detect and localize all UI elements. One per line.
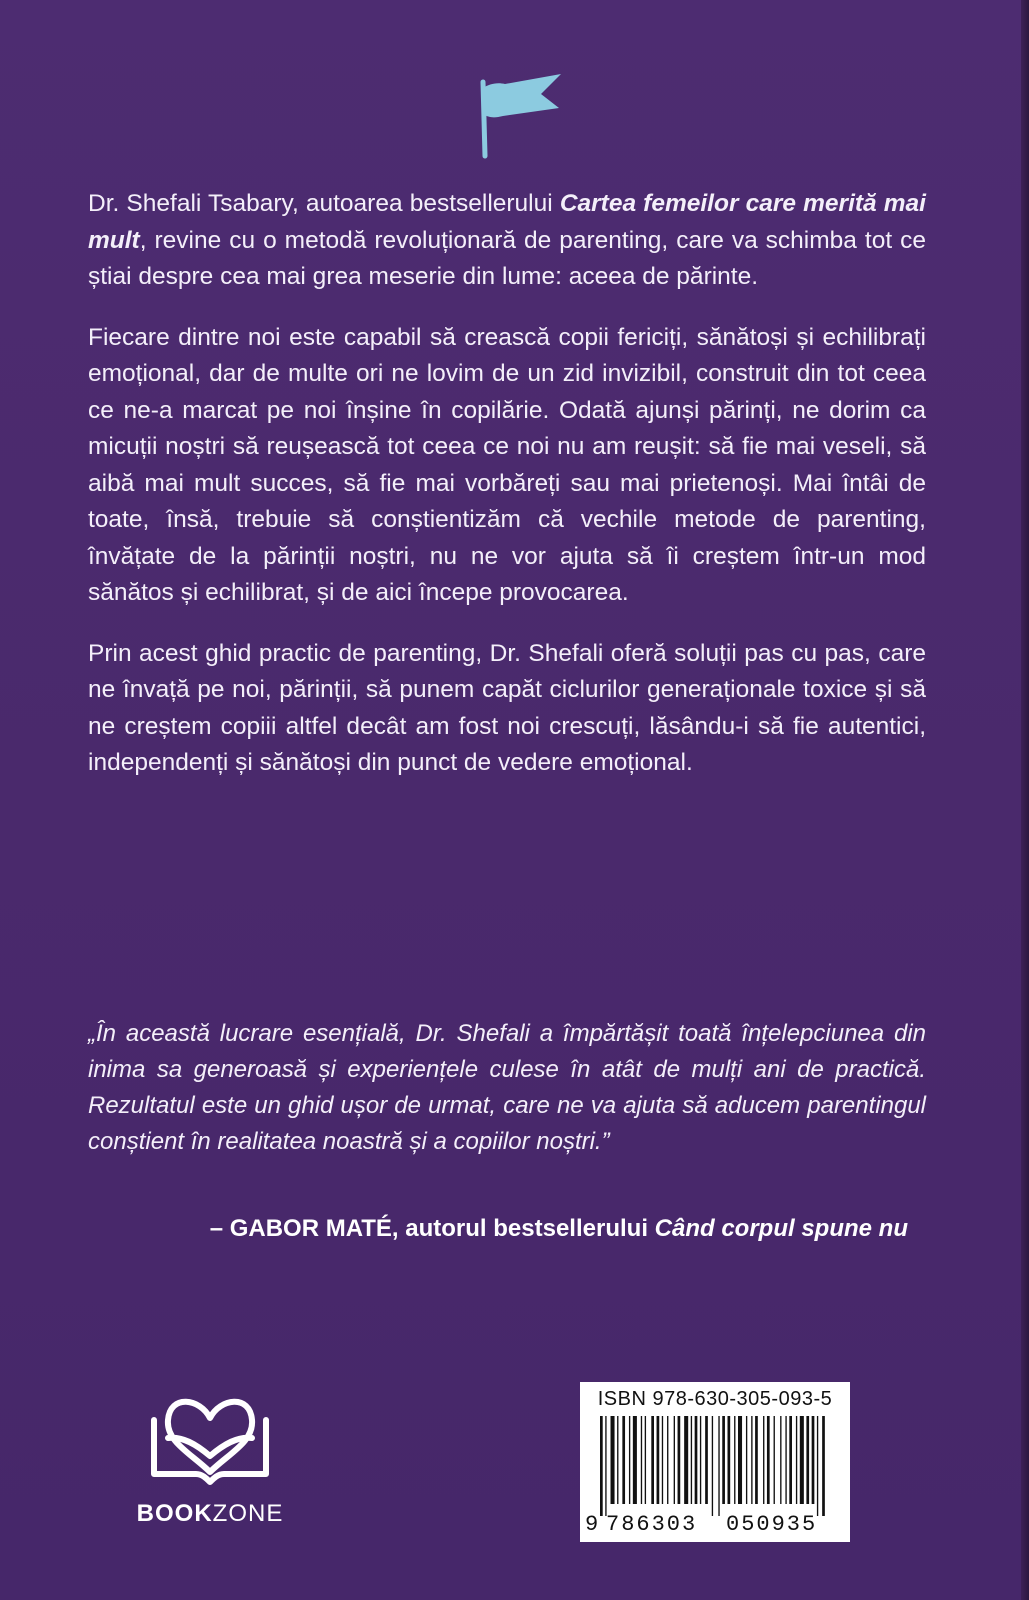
barcode-bar: [734, 1416, 735, 1504]
barcode-bar: [774, 1416, 775, 1504]
barcode-digits-left: 786303: [606, 1512, 698, 1537]
barcode-bar: [705, 1416, 708, 1504]
barcode-bar: [684, 1416, 688, 1504]
testimonial-quote: „În această lucrare esențială, Dr. Shefali a împărtășit toată înțelepciunea din inima sa generoasă și experiențele culese în atât de mulți ani de practică. Rezultatul este un ghid ușor de urmat, care ne va ajuta să aducem parentingul conștient în realitatea noastră și a copiilor noștri.”: [88, 1020, 926, 1155]
barcode-bar: [728, 1416, 731, 1504]
barcode-bar: [617, 1416, 618, 1504]
barcode-digits-right: 050935: [726, 1512, 818, 1537]
barcode-bar: [746, 1416, 747, 1504]
barcode-bar: [678, 1416, 681, 1504]
cover-edge: [1021, 0, 1029, 1600]
book-title-reference: Cartea femeilor care merită mai mult: [88, 190, 926, 254]
barcode-bar: [651, 1416, 654, 1504]
barcode-bar: [674, 1416, 675, 1504]
barcode-bar: [755, 1416, 758, 1504]
barcode-bar: [691, 1416, 692, 1504]
barcode-bar: [817, 1416, 818, 1516]
barcode-bar: [629, 1416, 630, 1504]
description: [88, 186, 926, 806]
barcode-bar: [712, 1416, 713, 1516]
barcode-panel: [580, 1382, 850, 1542]
barcode-bar: [763, 1416, 764, 1504]
paragraph-1-rest: , revine cu o metodă revoluționară de parenting, care va schimba tot ce știai despre cea mai grea meserie din lume: aceea de părinte.: [88, 226, 926, 290]
paragraph-1: [88, 186, 926, 296]
barcode-bar: [600, 1416, 603, 1516]
barcode-bar: [645, 1416, 646, 1504]
publisher-name-bold: BOOK: [136, 1500, 213, 1527]
paragraph-3: Prin acest ghid practic de parenting, Dr. Shefali oferă soluții pas cu pas, care ne învață pe noi, părinții, să punem capăt ciclurilor generaționale toxice și să ne creștem copiii altfel decât am fost noi crescuți, lăsându-i să fie autentici, independenți și sănătoși din punct de vedere emoțional.: [88, 639, 926, 776]
barcode-bar: [800, 1416, 804, 1504]
barcode-bar: [657, 1416, 660, 1504]
barcode-bar: [751, 1416, 752, 1504]
barcode-bar: [718, 1416, 719, 1516]
barcode-bar: [605, 1416, 606, 1516]
barcode-bar: [700, 1416, 701, 1504]
barcode-bar: [622, 1416, 625, 1504]
barcode-bar: [611, 1416, 615, 1504]
barcode-bar: [806, 1416, 809, 1504]
flag-icon: [475, 72, 571, 160]
barcode-bar: [662, 1416, 663, 1504]
barcode-bar: [785, 1416, 786, 1504]
paragraph-1-intro: Dr. Shefali Tsabary, autoarea bestsellerului: [88, 190, 560, 217]
attribution-author: – GABOR MATÉ, autorul bestsellerului: [209, 1215, 655, 1242]
attribution-book-title: Când corpul spune nu: [654, 1215, 908, 1242]
publisher-name-light: ZONE: [212, 1500, 284, 1527]
isbn-label: ISBN 978-630-305-093-5: [597, 1388, 833, 1410]
book-heart-icon: [148, 1380, 273, 1485]
barcode-bar: [789, 1416, 792, 1504]
barcode-digit-first: 9: [585, 1512, 599, 1537]
barcode-bar: [738, 1416, 742, 1504]
barcode-bar: [822, 1416, 825, 1516]
paragraph-2: Fiecare dintre noi este capabil să crească copii fericiți, sănătoși și echilibrați emoțional, dar de multe ori ne lovim de un zid invizibil, construit din tot ceea ce ne-a marcat pe noi înșine în copilărie. Odată ajunși părinți, ne dorim ca micuții noștri să reușească tot ceea ce noi nu am reușit: să fie mai veseli, să aibă mai mult succes, să fie mai vorbăreți sau mai prietenoși. Mai întâi de toate, însă, trebuie să conștientizăm că vechile metode de parenting, învățate de la părinții noștri, nu ne vor ajuta să îi creștem într-un mod sănătos și echilibrat, și de aici începe provocarea.: [88, 323, 926, 606]
barcode-bar: [641, 1416, 642, 1504]
barcode-bar: [780, 1416, 781, 1504]
barcode-bar: [767, 1416, 770, 1504]
publisher-logo-text: [110, 1500, 310, 1528]
barcode-bar: [633, 1416, 637, 1504]
barcode-icon: [596, 1416, 838, 1518]
barcode-bar: [722, 1416, 725, 1504]
barcode-bar: [695, 1416, 698, 1504]
barcode-bar: [812, 1416, 815, 1504]
barcode-bar: [667, 1416, 668, 1504]
barcode-bar: [796, 1416, 797, 1504]
testimonial-attribution: [88, 1215, 908, 1243]
